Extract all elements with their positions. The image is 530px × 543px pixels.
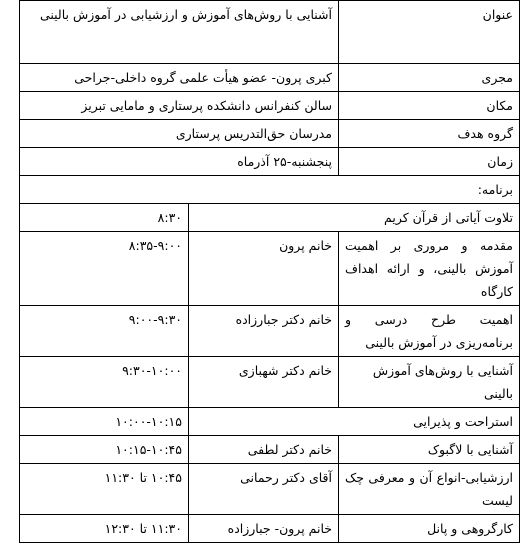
title-row bbox=[20, 1, 520, 64]
time-value: پنجشنبه-۲۵ آذرماه bbox=[20, 148, 339, 176]
program-time: ۱۰:۱۵-۱۰:۴۵ bbox=[20, 436, 189, 464]
program-topic: آشنایی با لاگبوک bbox=[339, 436, 520, 464]
program-topic: تلاوت آیاتی از قرآن کریم bbox=[189, 204, 520, 232]
program-time: ۱۰:۴۵ تا ۱۱:۳۰ bbox=[20, 464, 189, 515]
program-topic: استراحت و پذیرایی bbox=[189, 408, 520, 436]
program-presenter: خانم دکتر لطفی bbox=[189, 436, 339, 464]
program-topic: اهمیت طرح درسی و برنامه‌ریزی در آموزش بالینی bbox=[339, 306, 520, 357]
workshop-program-sheet bbox=[19, 0, 519, 536]
program-row bbox=[20, 436, 520, 464]
program-time: ۱۱:۳۰ تا ۱۲:۳۰ bbox=[20, 515, 189, 543]
program-topic: مقدمه و مروری بر اهمیت آموزش بالینی، و ارائه اهداف کارگاه bbox=[339, 232, 520, 306]
program-presenter: خانم دکتر جبارزاده bbox=[189, 306, 339, 357]
executor-value: کبری پرون- عضو هیأت علمی گروه داخلی-جراحی bbox=[20, 64, 339, 92]
program-topic: آشنایی با روش‌های آموزش بالینی bbox=[339, 357, 520, 408]
program-row bbox=[20, 515, 520, 543]
program-heading-row bbox=[20, 176, 520, 204]
audience-label: گروه هدف bbox=[339, 120, 520, 148]
program-row bbox=[20, 204, 520, 232]
executor-label: مجری bbox=[339, 64, 520, 92]
program-time: ۱۰:۰۰-۱۰:۱۵ bbox=[20, 408, 189, 436]
program-table bbox=[19, 0, 520, 543]
program-time: ۸:۳۰ bbox=[20, 204, 189, 232]
place-row bbox=[20, 92, 520, 120]
program-time: ۸:۳۵-۹:۰۰ bbox=[20, 232, 189, 306]
program-row bbox=[20, 232, 520, 306]
program-label: برنامه: bbox=[20, 176, 520, 204]
time-row bbox=[20, 148, 520, 176]
audience-value: مدرسان حق‌التدریس پرستاری bbox=[20, 120, 339, 148]
program-topic: کارگروهی و پانل bbox=[339, 515, 520, 543]
program-row bbox=[20, 306, 520, 357]
title-value: آشنایی با روش‌های آموزش و ارزشیابی در آموزش بالینی bbox=[20, 1, 339, 64]
program-time: ۹:۳۰-۱۰:۰۰ bbox=[20, 357, 189, 408]
executor-row bbox=[20, 64, 520, 92]
time-label: زمان bbox=[339, 148, 520, 176]
program-presenter: خانم دکتر شهبازی bbox=[189, 357, 339, 408]
place-label: مکان bbox=[339, 92, 520, 120]
program-presenter: خانم پرون- جبارزاده bbox=[189, 515, 339, 543]
program-presenter: آقای دکتر رحمانی bbox=[189, 464, 339, 515]
program-topic: ارزشیابی-انواع آن و معرفی چک لیست bbox=[339, 464, 520, 515]
program-presenter: خانم پرون bbox=[189, 232, 339, 306]
audience-row bbox=[20, 120, 520, 148]
title-label: عنوان bbox=[339, 1, 520, 64]
place-value: سالن کنفرانس دانشکده پرستاری و مامایی تبریز bbox=[20, 92, 339, 120]
program-row bbox=[20, 357, 520, 408]
program-row bbox=[20, 408, 520, 436]
program-time: ۹:۰۰-۹:۳۰ bbox=[20, 306, 189, 357]
program-row bbox=[20, 464, 520, 515]
